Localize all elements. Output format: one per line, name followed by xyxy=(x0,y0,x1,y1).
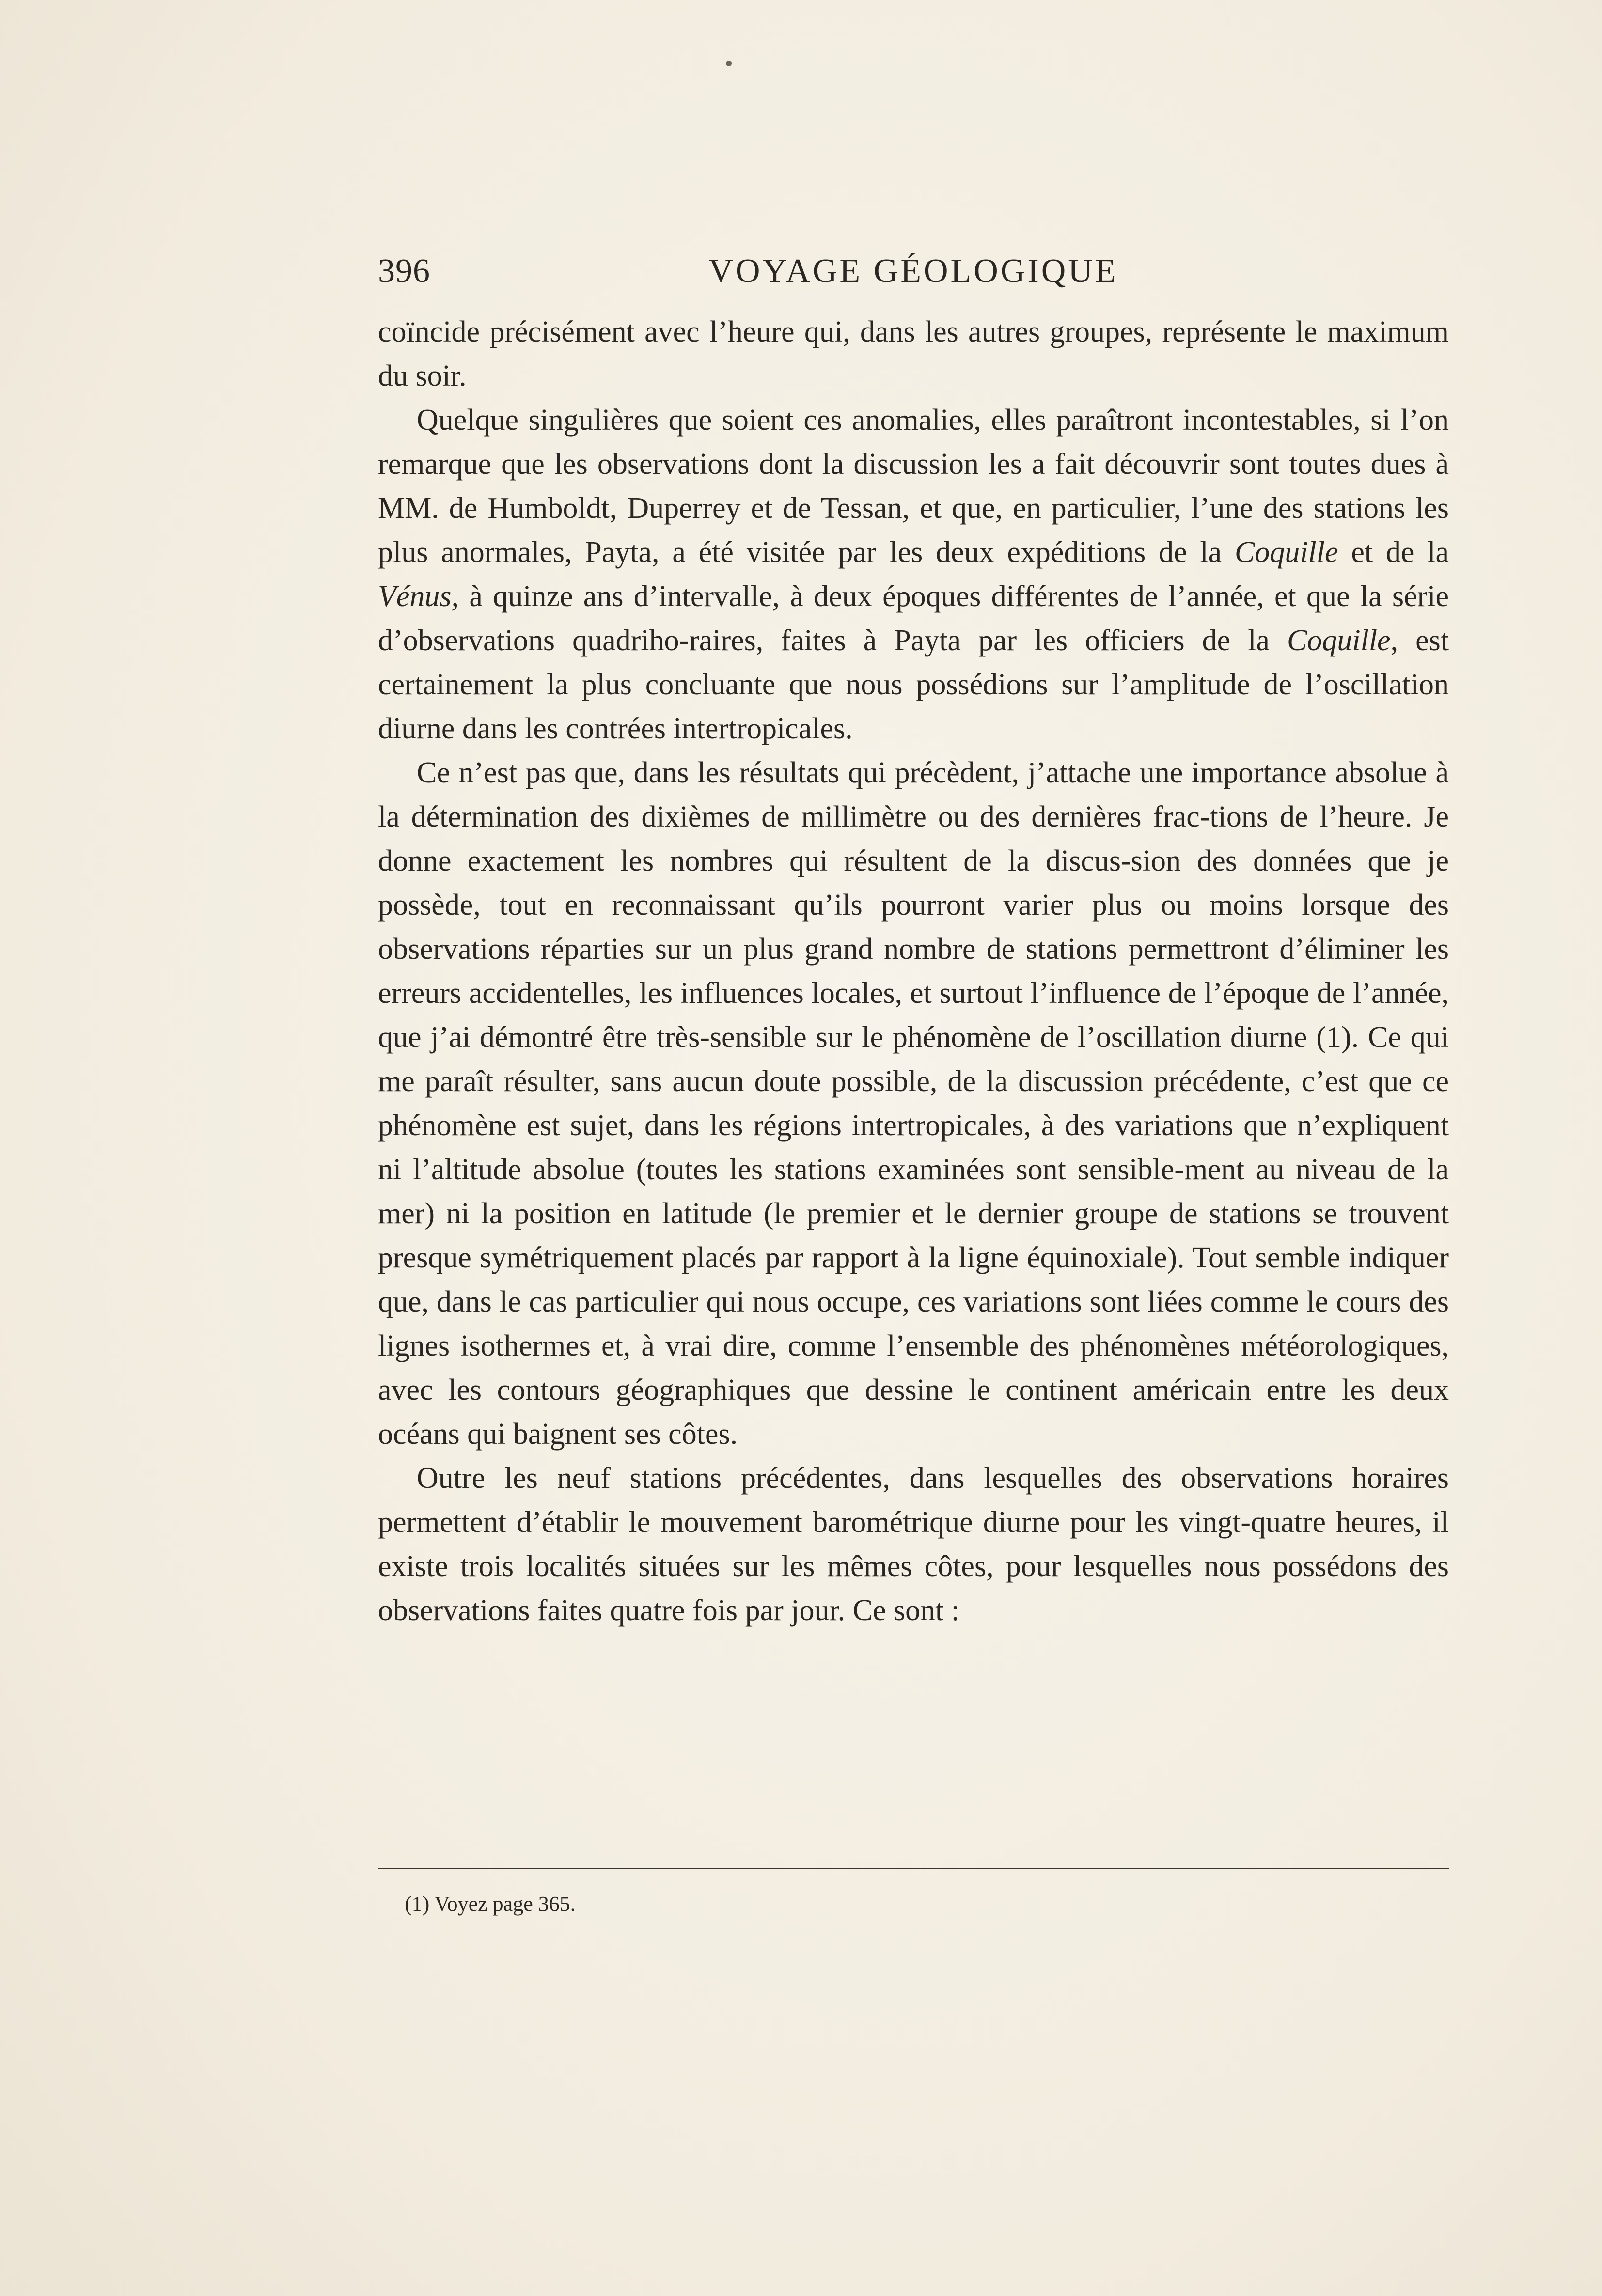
ink-speck xyxy=(726,61,732,66)
running-head: VOYAGE GÉOLOGIQUE xyxy=(708,252,1118,290)
body-text xyxy=(378,310,1449,1633)
text-run: Ce n’est pas que, dans les résultats qui précèdent, j’attache une importance absolue à la détermination des dixièmes de millimètre ou des dernières frac-tions de l’heure. Je donne exactement les nombres qui résultent de la discus-sion des données que je possède, tout en reconnaissant qu’ils pourront varier plus ou moins lorsque des observations réparties sur un plus grand nombre de stations permettront d’éliminer les erreurs accidentelles, les influences locales, et surtout l’influence de l’époque de l’année, que j’ai démontré être très-sensible sur le phénomène de l’oscillation diurne (1). Ce qui me paraît résulter, sans aucun doute possible, de la discussion précédente, c’est que ce phénomène est sujet, dans les régions intertropicales, à des variations que n’expliquent ni l’altitude absolue (toutes les stations examinées sont sensible-ment au niveau de la mer) ni la position en latitude (le premier et le dernier groupe de stations se trouvent presque symétriquement placés par rapport à la ligne équinoxiale). Tout semble indiquer que, dans le cas particulier qui nous occupe, ces variations sont liées comme le cours des lignes isothermes et, à vrai dire, comme l’ensemble des phénomènes météorologiques, avec les contours géographiques que dessine le continent américain entre les deux océans qui baignent ses côtes. xyxy=(378,756,1449,1451)
paragraph xyxy=(378,751,1449,1456)
page-header xyxy=(378,250,1449,293)
text-run: à quinze ans d’intervalle, à deux époques différentes de l’année, et que la série d’observations quadriho-raires, faites à Payta par les officiers de la xyxy=(378,580,1449,657)
paragraph xyxy=(378,310,1449,398)
italic-text: Coquille xyxy=(1234,536,1338,569)
paragraph xyxy=(378,1456,1449,1633)
italic-text: Coquille xyxy=(1287,624,1391,657)
text-run: coïncide précisément avec l’heure qui, dans les autres groupes, représente le maximum du soir. xyxy=(378,315,1449,392)
text-run: Outre les neuf stations précédentes, dans lesquelles des observations horaires permettent d’établir le mouvement barométrique diurne pour les vingt-quatre heures, il existe trois localités situées sur les mêmes côtes, pour lesquelles nous possédons des observations faites quatre fois par jour. Ce sont : xyxy=(378,1462,1449,1627)
footnote: (1) Voyez page 365. xyxy=(405,1892,576,1916)
paragraph xyxy=(378,398,1449,751)
text-run: Quelque singulières que soient ces anomalies, elles paraîtront incontestables, si l’on remarque que les observations dont la discussion les a fait découvrir sont toutes dues à MM. de Humboldt, Duperrey et de Tessan, et que, en particulier, l’une des stations les plus anormales, Payta, a été visitée par les deux expéditions de la xyxy=(378,404,1449,569)
text-run: , est certainement la plus concluante que nous possédions sur l’amplitude de l’oscillation diurne dans les contrées intertropicales. xyxy=(378,624,1449,745)
page-number: 396 xyxy=(378,252,430,290)
italic-text: Vénus, xyxy=(378,580,459,613)
text-run: et de la xyxy=(1338,536,1449,569)
footnote-rule xyxy=(378,1868,1449,1869)
